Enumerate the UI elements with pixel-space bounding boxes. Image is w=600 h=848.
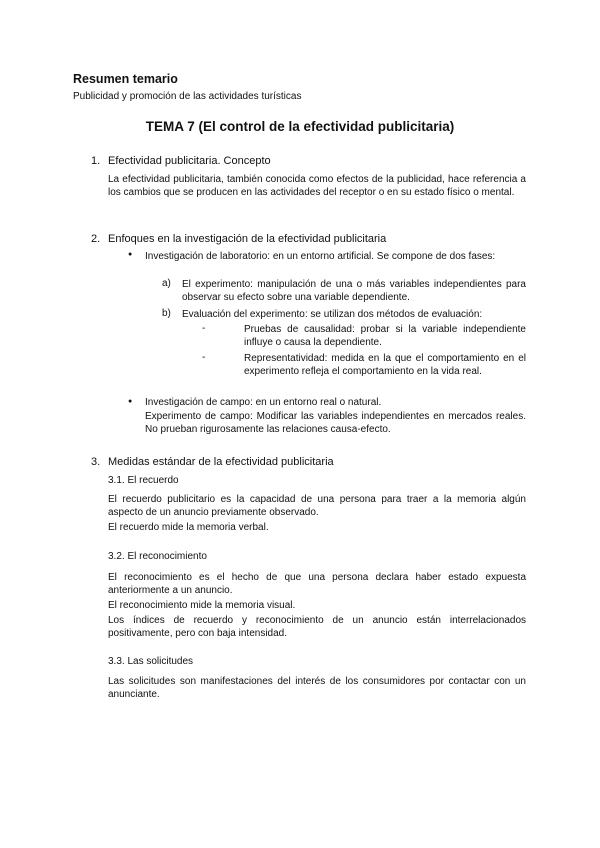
bullet-icon: ● xyxy=(128,398,133,405)
subsection-paragraph: El reconocimiento mide la memoria visual. xyxy=(108,600,296,611)
dash-icon: - xyxy=(202,323,206,334)
bullet-field-detail: Experimento de campo: Modificar las variables independientes en mercados reales. No prueban rigurosamente las relaciones causa-efecto. xyxy=(145,411,526,436)
section-3-heading xyxy=(91,456,511,472)
document-title: TEMA 7 (El control de la efectividad publicitaria) xyxy=(145,119,455,134)
bullet-field: Investigación de campo: en un entorno real o natural. xyxy=(145,397,382,408)
section-number: 3. xyxy=(91,456,101,468)
dash-item-representativeness: Representatividad: medida en la que el comportamiento en el experimento refleja el comportamiento en la vida real. xyxy=(244,353,526,378)
section-title: Efectividad publicitaria. Concepto xyxy=(108,155,271,167)
list-item-evaluation: Evaluación del experimento: se utilizan dos métodos de evaluación: xyxy=(182,309,483,320)
subsection-paragraph: Las solicitudes son manifestaciones del interés de los consumidores por contactar con un anunciante. xyxy=(108,676,526,701)
section-title: Medidas estándar de la efectividad publicitaria xyxy=(108,456,334,468)
header-subtitle: Publicidad y promoción de las actividades turísticas xyxy=(73,91,302,102)
bullet-laboratory: Investigación de laboratorio: en un entorno artificial. Se compone de dos fases: xyxy=(145,251,496,262)
section-title: Enfoques en la investigación de la efectividad publicitaria xyxy=(108,233,387,245)
bullet-icon: ● xyxy=(128,251,133,258)
subsection-paragraph: El recuerdo mide la memoria verbal. xyxy=(108,522,269,533)
section-1-heading xyxy=(91,155,511,171)
list-item-experiment: El experimento: manipulación de una o más variables independientes para observar su efecto sobre una variable dependiente. xyxy=(182,279,526,304)
list-marker-b: b) xyxy=(162,308,171,319)
subsection-title: 3.3. Las solicitudes xyxy=(108,656,194,667)
section-2-heading xyxy=(91,233,511,249)
subsection-paragraph: Los índices de recuerdo y reconocimiento de un anuncio están interrelacionados positivamente, pero con baja intensidad. xyxy=(108,615,526,640)
dash-item-causality: Pruebas de causalidad: probar si la variable independiente influye o causa la dependiente. xyxy=(244,324,526,349)
subsection-title: 3.1. El recuerdo xyxy=(108,475,179,486)
dash-icon: - xyxy=(202,352,206,363)
subsection-paragraph: El recuerdo publicitario es la capacidad de una persona para traer a la memoria algún aspecto de un anuncio previamente observado. xyxy=(108,494,526,519)
subsection-title: 3.2. El reconocimiento xyxy=(108,551,207,562)
list-marker-a: a) xyxy=(162,278,171,289)
section-number: 2. xyxy=(91,233,101,245)
section-number: 1. xyxy=(91,155,101,167)
subsection-paragraph: El reconocimiento es el hecho de que una persona declara haber estado expuesta anteriormente a un anuncio. xyxy=(108,572,526,597)
header-title: Resumen temario xyxy=(73,72,178,86)
section-1-paragraph: La efectividad publicitaria, también conocida como efectos de la publicidad, hace referencia a los cambios que se producen en las actividades del receptor o en su estado físico o mental. xyxy=(108,174,526,199)
